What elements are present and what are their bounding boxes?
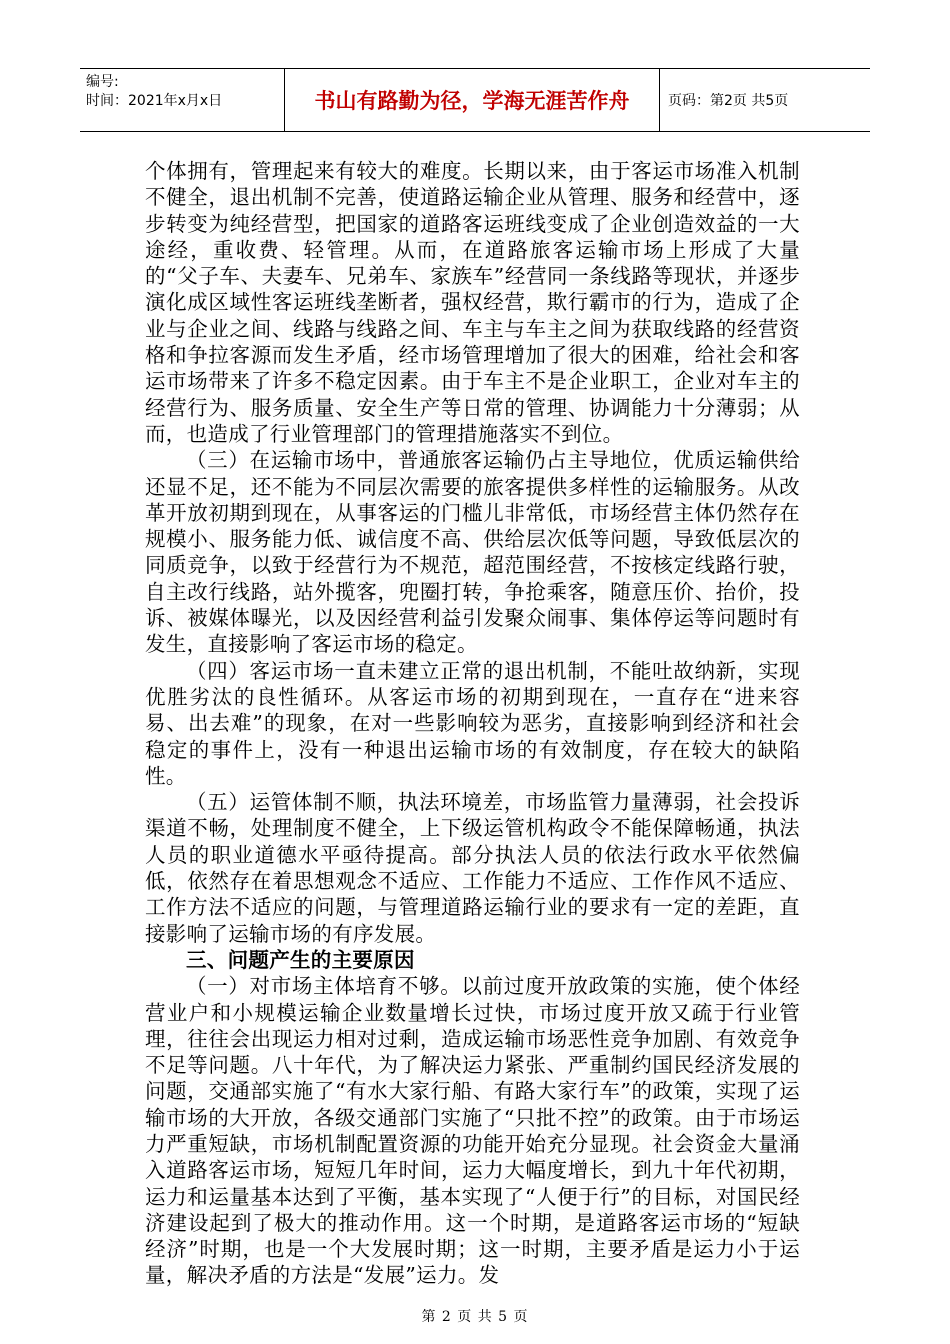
- page-header: [80, 68, 870, 132]
- doc-time-label: 时间：2021年x月x日: [86, 93, 223, 109]
- section-heading: 三、问题产生的主要原因: [186, 947, 415, 972]
- doc-number-label: 编号:: [86, 74, 119, 90]
- body-paragraph: （三）在运输市场中，普通旅客运输仍占主导地位，优质运输供给还显不足，还不能为不同层次需要的旅客提供多样性的运输服务。从改革开放初期到现在，从事客运的门槛儿非常低，市场经营主体仍然存在规模小、服务能力低、诚信度不高、供给层次低等问题，导致低层次的同质竞争，以致于经营行为不规范，超范围经营，不按核定线路行驶，自主改行线路，站外揽客，兜圈打转，争抢乘客，随意压价、抬价，投诉、被媒体曝光，以及因经营利益引发聚众闹事、集体停运等问题时有发生，直接影响了客运市场的稳定。: [145, 448, 800, 657]
- header-meta: [80, 69, 285, 131]
- page-footer: 第 2 页 共 5 页: [421, 1309, 529, 1325]
- header-page-info: 页码：第2页 共5页: [668, 93, 789, 109]
- body-paragraph: （四）客运市场一直未建立正常的退出机制，不能吐故纳新，实现优胜劣汰的良性循环。从客运市场的初期到现在，一直存在“进来容易、出去难”的现象，在对一些影响较为恶劣，直接影响到经济和社会稳定的事件上，没有一种退出运输市场的有效制度，存在较大的缺陷性。: [145, 658, 800, 788]
- body-paragraph: （五）运管体制不顺，执法环境差，市场监管力量薄弱，社会投诉渠道不畅，处理制度不健全，上下级运管机构政令不能保障畅通，执法人员的职业道德水平亟待提高。部分执法人员的依法行政水平依然偏低，依然存在着思想观念不适应、工作能力不适应、工作作风不适应、工作方法不适应的问题，与管理道路运输行业的要求有一定的差距，直接影响了运输市场的有序发展。: [145, 790, 800, 946]
- body-paragraph: （一）对市场主体培育不够。以前过度开放政策的实施，使个体经营业户和小规模运输企业数量增长过快，市场过度开放又疏于行业管理，往往会出现运力相对过剩，造成运输市场恶性竞争加剧、有效竞争不足等问题。八十年代，为了解决运力紧张、严重制约国民经济发展的问题，交通部实施了“有水大家行船、有路大家行车”的政策，实现了运输市场的大开放，各级交通部门实施了“只批不控”的政策。由于市场运力严重短缺，市场机制配置资源的功能开始充分显现。社会资金大量涌入道路客运市场，短短几年时间，运力大幅度增长，到九十年代初期，运力和运量基本达到了平衡，基本实现了“人便于行”的目标，对国民经济建设起到了极大的推动作用。这一个时期，是道路客运市场的“短缺经济”时期，也是一个大发展时期；这一时期，主要矛盾是运力小于运量，解决矛盾的方法是“发展”运力。发: [145, 974, 800, 1288]
- body-paragraph: 个体拥有，管理起来有较大的难度。长期以来，由于客运市场准入机制不健全，退出机制不完善，使道路运输企业从管理、服务和经营中，逐步转变为纯经营型，把国家的道路客运班线变成了企业创造效益的一大途经，重收费、轻管理。从而，在道路旅客运输市场上形成了大量的“父子车、夫妻车、兄弟车、家族车”经营同一条线路等现状，并逐步演化成区域性客运班线垄断者，强权经营，欺行霸市的行为，造成了企业与企业之间、线路与线路之间、车主与车主之间为获取线路的经营资格和争拉客源而发生矛盾，经市场管理增加了很大的困难，给社会和客运市场带来了许多不稳定因素。由于车主不是企业职工，企业对车主的经营行为、服务质量、安全生产等日常的管理、协调能力十分薄弱；从而，也造成了行业管理部门的管理措施落实不到位。: [145, 159, 800, 446]
- header-motto: 书山有路勤为径，学海无涯苦作舟: [285, 69, 660, 131]
- document-body: [145, 158, 800, 1289]
